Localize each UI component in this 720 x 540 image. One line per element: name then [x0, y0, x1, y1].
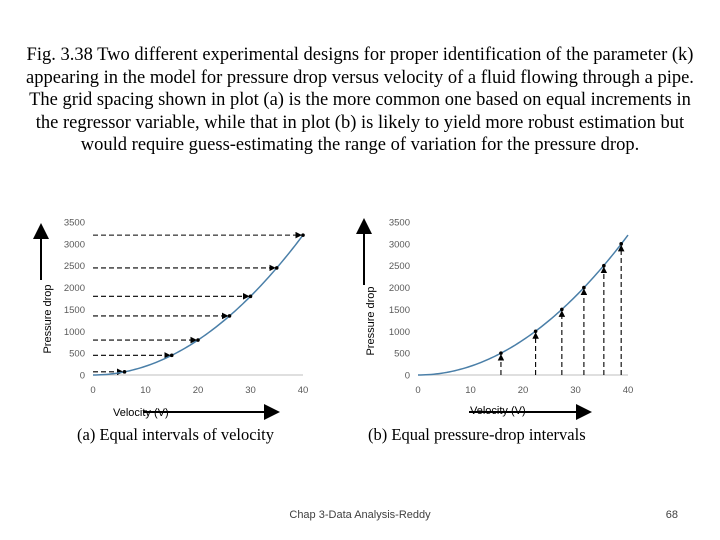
x-tick-label: 10	[465, 385, 476, 396]
y-tick-label: 2500	[388, 261, 410, 273]
chart-b-title: (b) Equal pressure-drop intervals	[368, 425, 586, 444]
x-tick-label: 30	[245, 385, 256, 396]
x-tick-label: 20	[517, 385, 529, 396]
slide-number: 68	[665, 509, 678, 521]
y-tick-label: 3500	[63, 217, 85, 229]
y-tick-label: 1000	[388, 326, 410, 338]
x-tick-label: 0	[90, 385, 96, 396]
data-point	[534, 329, 538, 333]
y-tick-label: 0	[79, 370, 85, 382]
y-tick-label: 3000	[388, 239, 410, 251]
data-point	[602, 264, 606, 268]
data-point	[249, 295, 253, 299]
y-tick-label: 1500	[388, 304, 410, 316]
data-point	[301, 233, 305, 237]
data-point	[560, 308, 564, 312]
x-tick-label: 30	[570, 385, 581, 396]
chart-b	[350, 205, 670, 420]
footer-text: Chap 3-Data Analysis-Reddy	[289, 509, 431, 521]
model-curve	[93, 235, 303, 375]
x-tick-label: 40	[297, 385, 309, 396]
y-tick-label: 1500	[63, 304, 85, 316]
y-tick-label: 2000	[63, 283, 85, 295]
data-point	[275, 266, 279, 270]
figure-caption: Fig. 3.38 Two different experimental designs for proper identification of the parameter (k) appearing in the model for pressure drop versus velocity of a fluid flowing through a pipe. The grid spacing shown in plot (a) is the more common one based on equal increments in the regressor variable, while that in plot (b) is likely to yield more robust estimation but would require guess-estimating the range of variation for the pressure drop.	[26, 45, 694, 156]
x-tick-label: 0	[415, 385, 421, 396]
x-tick-label: 40	[622, 385, 634, 396]
x-tick-label: 10	[140, 385, 151, 396]
y-tick-label: 3500	[388, 217, 410, 229]
y-tick-label: 2000	[388, 283, 410, 295]
y-axis-label: Pressure drop	[42, 284, 54, 354]
y-tick-label: 2500	[63, 261, 85, 273]
y-axis-label: Pressure drop	[365, 286, 377, 356]
x-axis-label: Velocity (V)	[470, 405, 526, 417]
x-tick-label: 20	[192, 385, 204, 396]
x-axis-label: Velocity (V)	[113, 407, 169, 419]
y-tick-label: 500	[69, 348, 85, 360]
chart-a	[25, 205, 345, 420]
data-point	[196, 338, 200, 342]
data-point	[123, 370, 127, 374]
data-point	[499, 351, 503, 355]
y-tick-label: 500	[394, 348, 410, 360]
chart-a-title: (a) Equal intervals of velocity	[77, 425, 275, 444]
data-point	[619, 242, 623, 246]
data-point	[228, 314, 232, 318]
y-tick-label: 3000	[63, 239, 85, 251]
y-tick-label: 0	[404, 370, 410, 382]
model-curve	[418, 235, 628, 375]
data-point	[582, 286, 586, 290]
data-point	[170, 354, 174, 358]
y-tick-label: 1000	[63, 326, 85, 338]
